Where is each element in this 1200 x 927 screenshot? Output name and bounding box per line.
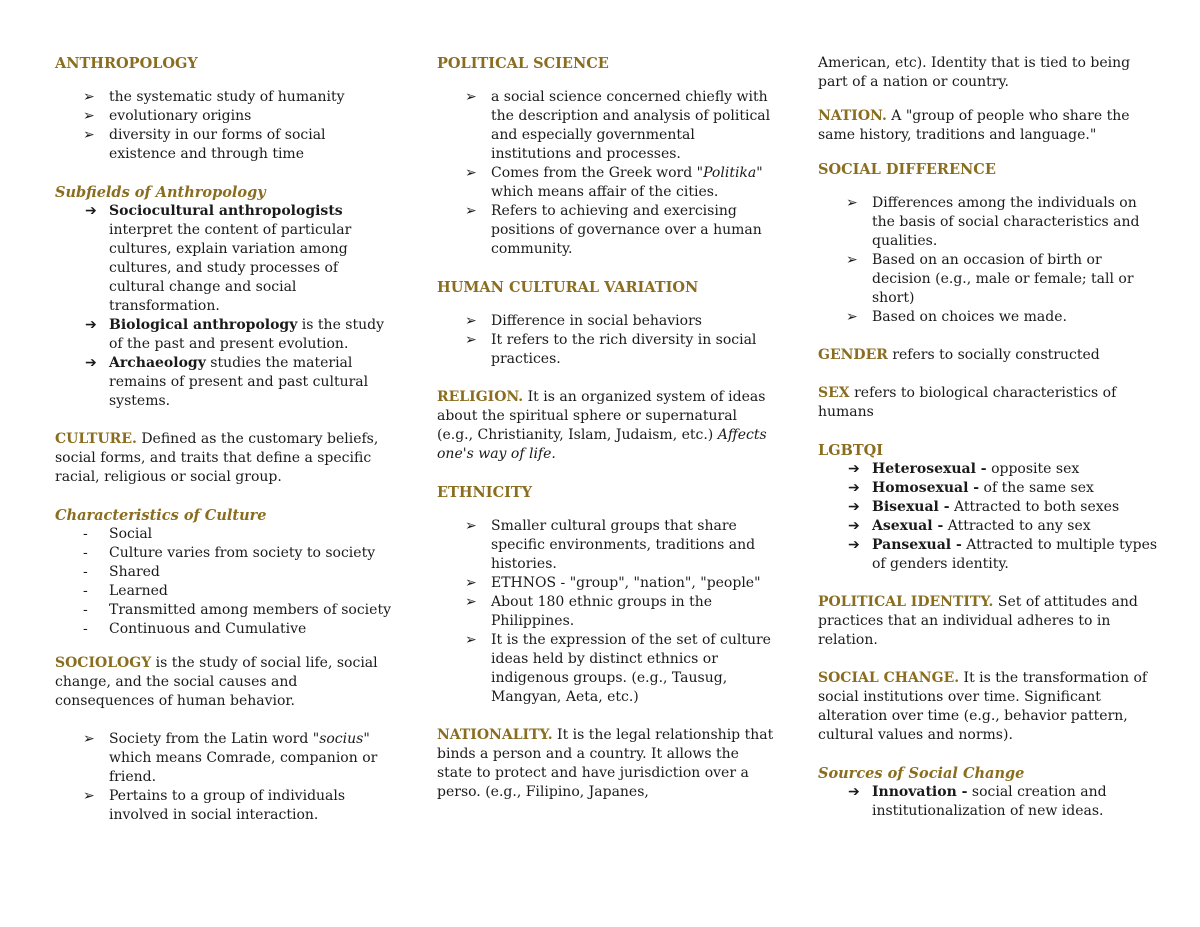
column-3: [818, 54, 1158, 821]
subfields-list: [55, 202, 395, 411]
list-item: ➔ Asexual - Attracted to any sex: [848, 518, 1091, 534]
list-item: ➢ Smaller cultural groups that share specific environments, traditions and histories.: [465, 518, 756, 572]
list-item: ➔ Innovation - social creation and institutionalization of new ideas.: [848, 784, 1107, 819]
gender-definition: GENDER refers to socially constructed: [818, 347, 1100, 363]
list-item: ➔ Bisexual - Attracted to both sexes: [848, 499, 1120, 515]
list-item: ➢ It is the expression of the set of culture ideas held by distinct ethnics or indigenous groups. (e.g., Tausug, Mangyan, Aeta, etc.): [465, 632, 771, 705]
social-difference-heading: SOCIAL DIFFERENCE: [818, 161, 996, 178]
chevron-bullet-icon: ➢: [465, 594, 477, 610]
anthropology-heading: ANTHROPOLOGY: [55, 55, 198, 72]
list-item: - Social: [83, 526, 153, 542]
lgbtqi-heading: LGBTQI: [818, 442, 884, 459]
nation-definition: NATION. A "group of people who share the same history, traditions and language.": [818, 108, 1130, 143]
human-cultural-variation-heading: HUMAN CULTURAL VARIATION: [437, 279, 699, 296]
list-item: ➢ About 180 ethnic groups in the Philippines.: [465, 594, 713, 629]
list-item: ➢ Society from the Latin word "socius" which means Comrade, companion or friend.: [83, 731, 378, 785]
nationality-definition: NATIONALITY. It is the legal relationship that binds a person and a country. It allows the state to protect and have jurisdiction over a perso. (e.g., Filipino, Japanes,: [437, 727, 774, 800]
arrow-bullet-icon: ➔: [848, 537, 860, 553]
chevron-bullet-icon: ➢: [465, 165, 477, 181]
chevron-bullet-icon: ➢: [465, 203, 477, 219]
sex-definition: SEX refers to biological characteristics of humans: [818, 385, 1117, 420]
arrow-bullet-icon: ➔: [848, 499, 860, 515]
ethnicity-heading: ETHNICITY: [437, 484, 533, 501]
chevron-bullet-icon: ➢: [846, 252, 858, 268]
dash-bullet: -: [83, 564, 88, 580]
list-item: ➢ diversity in our forms of social existence and through time: [83, 127, 326, 162]
arrow-bullet-icon: ➔: [848, 784, 860, 800]
list-item: ➢ Based on an occasion of birth or decision (e.g., male or female; tall or short): [846, 252, 1134, 306]
sources-list: [818, 783, 1158, 821]
political-science-heading: POLITICAL SCIENCE: [437, 55, 609, 72]
human-cultural-variation-list: [437, 312, 777, 369]
chevron-bullet-icon: ➢: [83, 731, 95, 747]
list-item: ➢ a social science concerned chiefly with the description and analysis of political and especially governmental institutions and processes.: [465, 89, 771, 162]
column-1: [55, 54, 395, 825]
list-item: - Shared: [83, 564, 160, 580]
social-difference-list: [818, 194, 1158, 327]
arrow-bullet-icon: ➔: [848, 518, 860, 534]
arrow-bullet-icon: ➔: [848, 480, 860, 496]
chevron-bullet-icon: ➢: [465, 518, 477, 534]
list-item: ➢ It refers to the rich diversity in social practices.: [465, 332, 757, 367]
subfields-heading: Subfields of Anthropology: [55, 184, 266, 201]
arrow-bullet-icon: ➔: [85, 317, 97, 333]
list-item: ➢ Comes from the Greek word "Politika" which means affair of the cities.: [465, 165, 763, 200]
chevron-bullet-icon: ➢: [465, 575, 477, 591]
chevron-bullet-icon: ➢: [83, 89, 95, 105]
dash-bullet: -: [83, 545, 88, 561]
sociology-definition: SOCIOLOGY is the study of social life, social change, and the social causes and consequences of human behavior.: [55, 655, 378, 709]
list-item: - Culture varies from society to society: [83, 545, 376, 561]
chevron-bullet-icon: ➢: [846, 309, 858, 325]
chevron-bullet-icon: ➢: [465, 313, 477, 329]
list-item: ➔ Sociocultural anthropologists interpret the content of particular cultures, explain variation among cultures, and study processes of cultural change and social transformation.: [85, 203, 352, 314]
arrow-bullet-icon: ➔: [85, 355, 97, 371]
list-item: ➢ evolutionary origins: [83, 108, 252, 124]
list-item: ➢ Differences among the individuals on the basis of social characteristics and qualities.: [846, 195, 1140, 249]
arrow-bullet-icon: ➔: [85, 203, 97, 219]
list-item: ➢ ETHNOS - "group", "nation", "people": [465, 575, 761, 591]
social-change-definition: SOCIAL CHANGE. It is the transformation of social institutions over time. Significant alteration over time (e.g., behavior pattern, cultural values and norms).: [818, 670, 1148, 743]
lgbtqi-list: [818, 460, 1158, 574]
list-item: - Transmitted among members of society: [83, 602, 391, 618]
list-item: ➢ Based on choices we made.: [846, 309, 1067, 325]
list-item: - Continuous and Cumulative: [83, 621, 307, 637]
chevron-bullet-icon: ➢: [83, 108, 95, 124]
dash-bullet: -: [83, 621, 88, 637]
political-science-list: [437, 88, 777, 259]
chevron-bullet-icon: ➢: [465, 632, 477, 648]
sources-heading: Sources of Social Change: [818, 765, 1025, 782]
list-item: ➢ Pertains to a group of individuals involved in social interaction.: [83, 788, 346, 823]
list-item: ➔ Archaeology studies the material remains of present and past cultural systems.: [85, 355, 369, 409]
chevron-bullet-icon: ➢: [83, 127, 95, 143]
chevron-bullet-icon: ➢: [465, 332, 477, 348]
list-item: - Learned: [83, 583, 168, 599]
list-item: ➔ Homosexual - of the same sex: [848, 480, 1094, 496]
culture-definition: CULTURE. Defined as the customary beliefs, social forms, and traits that define a specific racial, religious or social group.: [55, 431, 379, 485]
list-item: ➢ Refers to achieving and exercising positions of governance over a human community.: [465, 203, 762, 257]
sociology-list: [55, 730, 395, 825]
characteristics-heading: Characteristics of Culture: [55, 507, 267, 524]
anthropology-list: [55, 88, 395, 164]
list-item: ➔ Biological anthropology is the study of the past and present evolution.: [85, 317, 384, 352]
chevron-bullet-icon: ➢: [83, 788, 95, 804]
religion-definition: RELIGION. It is an organized system of ideas about the spiritual sphere or supernatural (e.g., Christianity, Islam, Judaism, etc.) Affects one's way of life.: [437, 389, 767, 462]
arrow-bullet-icon: ➔: [848, 461, 860, 477]
list-item: ➔ Heterosexual - opposite sex: [848, 461, 1080, 477]
list-item: ➔ Pansexual - Attracted to multiple types of genders identity.: [848, 537, 1158, 572]
ethnicity-list: [437, 517, 777, 707]
column-2: [437, 54, 777, 802]
dash-bullet: -: [83, 602, 88, 618]
chevron-bullet-icon: ➢: [465, 89, 477, 105]
list-item: ➢ Difference in social behaviors: [465, 313, 702, 329]
political-identity-definition: POLITICAL IDENTITY. Set of attitudes and practices that an individual adheres to in relation.: [818, 594, 1138, 648]
dash-bullet: -: [83, 526, 88, 542]
characteristics-list: [55, 525, 395, 639]
nationality-continued: American, etc). Identity that is tied to being part of a nation or country.: [818, 55, 1131, 90]
chevron-bullet-icon: ➢: [846, 195, 858, 211]
dash-bullet: -: [83, 583, 88, 599]
list-item: ➢ the systematic study of humanity: [83, 89, 345, 105]
